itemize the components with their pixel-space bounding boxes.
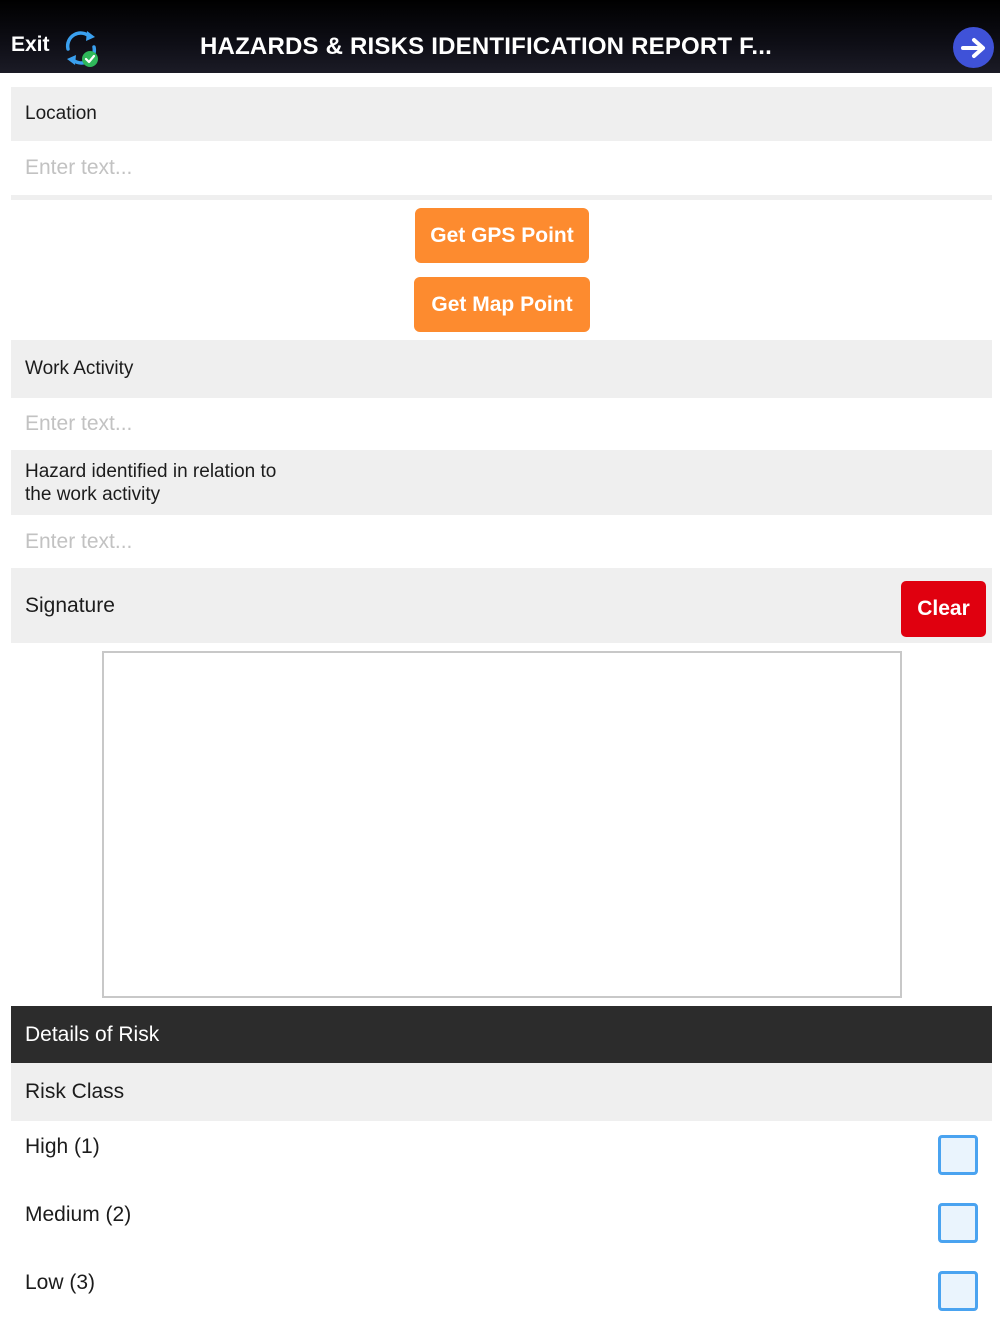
location-input[interactable] — [11, 141, 992, 195]
location-label-text: Location — [25, 103, 97, 124]
get-map-point-button[interactable]: Get Map Point — [414, 277, 590, 332]
risk-class-label-text: Risk Class — [25, 1080, 125, 1103]
hazard-label — [11, 450, 992, 515]
get-gps-point-button[interactable]: Get GPS Point — [415, 208, 589, 263]
sync-check-icon[interactable] — [60, 27, 102, 69]
work-activity-input[interactable] — [11, 398, 992, 450]
option-label: Medium (2) — [25, 1203, 132, 1226]
details-of-risk-header — [11, 1006, 992, 1063]
hazard-label-line2: the work activity — [25, 483, 161, 505]
details-of-risk-title: Details of Risk — [25, 1022, 160, 1046]
risk-option-low[interactable] — [11, 1257, 992, 1325]
signature-label — [11, 568, 992, 643]
option-label: High (1) — [25, 1135, 100, 1158]
arrow-right-icon — [961, 37, 987, 59]
checkbox-medium[interactable] — [938, 1203, 978, 1243]
exit-button[interactable]: Exit — [11, 33, 50, 56]
location-label — [11, 87, 992, 141]
work-activity-label-text: Work Activity — [25, 358, 134, 379]
signature-pad[interactable] — [102, 651, 902, 998]
risk-option-medium[interactable] — [11, 1189, 992, 1257]
top-bar — [0, 0, 1000, 73]
work-activity-label — [11, 340, 992, 398]
signature-label-text: Signature — [25, 593, 115, 617]
risk-option-high[interactable] — [11, 1121, 992, 1189]
hazard-input[interactable] — [11, 515, 992, 568]
page-title: HAZARDS & RISKS IDENTIFICATION REPORT F... — [200, 33, 772, 60]
checkbox-high[interactable] — [938, 1135, 978, 1175]
risk-class-label — [11, 1063, 992, 1121]
checkbox-low[interactable] — [938, 1271, 978, 1311]
option-label: Low (3) — [25, 1271, 96, 1294]
hazard-label-line1: Hazard identified in relation to — [25, 460, 277, 482]
next-button[interactable] — [953, 27, 994, 68]
clear-signature-button[interactable]: Clear — [901, 581, 986, 637]
divider — [11, 195, 992, 200]
